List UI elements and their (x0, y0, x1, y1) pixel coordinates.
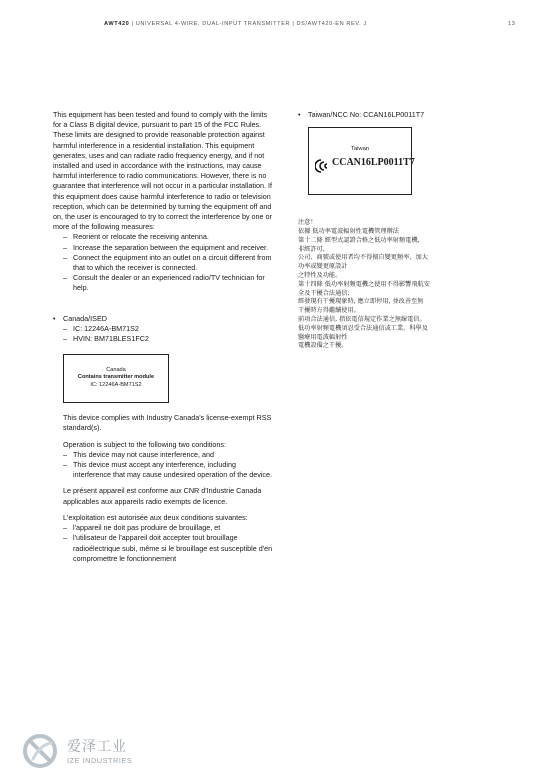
right-column (298, 110, 508, 351)
list-item: – l'appareil ne doit pas produire de brouillage, et (63, 523, 275, 533)
page-header (0, 21, 554, 33)
list-item: – Consult the dealer or an experienced radio/TV technician for help. (63, 273, 275, 293)
company-logo (22, 733, 142, 773)
notice-line: 依據 低功率電波輻射性電機管理辦法 (298, 228, 399, 235)
list-item: – Increase the separation between the equipment and receiver. (63, 243, 275, 253)
canada-id-list (53, 324, 275, 344)
notice-line: 注意！ (298, 219, 317, 227)
canada-box-ic: IC: 12246A-BM71S2 (90, 381, 142, 388)
list-item: – Connect the equipment into an outlet on a circuit different from that to which the receiver is connected. (63, 253, 275, 273)
product-code: AWT420 (104, 21, 130, 27)
conditions-intro: Operation is subject to the following two conditions: (63, 439, 227, 449)
logo-english-name: IZE INDUSTRIES (67, 756, 133, 765)
page-number: 13 (508, 21, 516, 27)
document-title (104, 21, 367, 27)
rss-statement: This device complies with Industry Canada's license-exempt RSS standard(s). (63, 413, 272, 433)
notice-line: 電機設備之干擾。 (298, 342, 348, 350)
notice-line: 非經許可, (298, 245, 325, 253)
notice-line: 前項合法通信, 指依電信規定作業之無線電信。 (298, 315, 426, 323)
notice-line: 第十四條 低功率射頻電機之使用不得影響飛航安 (298, 280, 430, 288)
list-item: – This device may not cause interference, and (63, 450, 275, 460)
list-item: – Reorient or relocate the receiving antenna. (63, 232, 275, 242)
list-item: – HVIN: BM71BLES1FC2 (63, 334, 275, 344)
logo-mark-icon (22, 733, 62, 769)
taiwan-label-box (308, 127, 415, 195)
notice-line: 醫療用電波輻射性 (298, 333, 348, 341)
taiwan-bullet: • Taiwan/NCC No: CCAN16LP0011T7 (298, 110, 508, 120)
list-item: – This device must accept any interference, including interference that may cause undesired operation of the device. (63, 460, 275, 480)
canada-box-module: Contains transmitter module (77, 374, 155, 381)
french-conditions-intro: L'exploitation est autorisée aux deux conditions suivantes: (63, 512, 248, 522)
taiwan-box-code: CCAN16LP0011T7 (332, 157, 415, 169)
canada-box-country: Canada (106, 367, 126, 374)
ncc-mark-icon (315, 159, 330, 173)
list-item: – IC: 12246A-BM71S2 (63, 324, 275, 334)
left-column (53, 110, 275, 564)
taiwan-box-title: Taiwan (350, 146, 370, 153)
notice-line: 經發現有干擾現象時, 應立即停用, 並改善至無 (298, 298, 424, 306)
notice-line: 低功率射頻電機須忍受合法通信或工業、科學及 (298, 324, 428, 332)
document-subtitle: | UNIVERSAL 4-WIRE, DUAL-INPUT TRANSMITTER | DS/AWT420-EN REV. J (129, 21, 367, 27)
logo-chinese-name: 爱泽工业 (67, 739, 127, 755)
canada-label-box (63, 354, 169, 403)
fcc-statement: This equipment has been tested and found to comply with the limits for a Class B digital device, pursuant to part 15 of the FCC Rules. These limits are designed to provide reasonable protection against harmful interference in a residential installation. This equipment generates, uses and can radiate radio frequency energy, and if not installed and used in accordance with the instructions, may cause harmful interference to radio communications. However, there is no guarantee that interference will not occur in a particular installation. If this equipment does cause harmful interference to radio or television reception, which can be determined by turning the equipment off and on, the user is encouraged to try to correct the interference by one or more of the following measures: (53, 110, 272, 232)
taiwan-notice (298, 219, 508, 351)
notice-line: 干擾時方得繼續使用。 (298, 307, 360, 315)
notice-line: 第十二條 經型式認證合格之低功率射頻電機, (298, 236, 420, 244)
french-statement: Le présent appareil est conforme aux CNR d'Industrie Canada applicables aux appareils radio exempts de licence. (63, 486, 262, 506)
notice-line: 之特性及功能。 (298, 271, 342, 279)
notice-line: 功率或變更原設計 (298, 263, 348, 271)
canada-bullet: • Canada/ISED (53, 314, 275, 324)
notice-line: 公司、商號或使用者均不得擅自變更頻率、加大 (298, 254, 428, 262)
conditions-list (53, 450, 275, 481)
french-conditions-list (53, 523, 275, 564)
notice-line: 全及干擾合法通信; (298, 289, 350, 297)
fcc-measures-list (53, 232, 275, 293)
list-item: – l'utilisateur de l'appareil doit accepter tout brouillage radioélectrique subi, même si le brouillage est susceptible d'en compromettre le fonctionnement (63, 533, 275, 564)
